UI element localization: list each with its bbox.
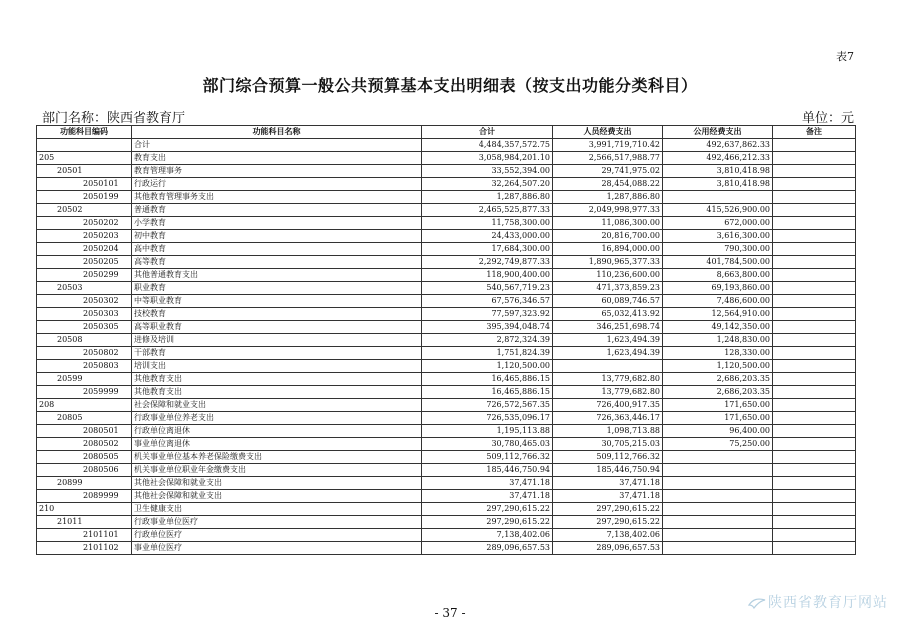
row-note-cell [773,347,856,360]
row-note-cell [773,399,856,412]
row-personnel-cell: 3,991,719,710.42 [553,139,663,152]
table-row [37,477,856,490]
row-name-cell: 其他教育支出 [132,373,422,386]
row-name-cell: 其他教育管理事务支出 [132,191,422,204]
table-row [37,412,856,425]
row-name-cell: 技校教育 [132,308,422,321]
dove-logo-icon [748,596,766,610]
row-public-cell: 3,810,418.98 [663,165,773,178]
row-code-cell: 2050305 [37,321,132,334]
row-public-cell: 7,486,600.00 [663,295,773,308]
row-personnel-cell: 60,089,746.57 [553,295,663,308]
row-name-cell: 教育管理事务 [132,165,422,178]
table-row [37,217,856,230]
row-personnel-cell: 726,363,446.17 [553,412,663,425]
row-code-cell: 2050204 [37,243,132,256]
row-total-cell: 1,195,113.88 [422,425,553,438]
row-total-cell: 185,446,750.94 [422,464,553,477]
row-total-cell: 289,096,657.53 [422,542,553,555]
row-total-cell: 726,572,567.35 [422,399,553,412]
table-row [37,373,856,386]
row-note-cell [773,321,856,334]
row-note-cell [773,334,856,347]
table-row [37,529,856,542]
table-row [37,256,856,269]
row-public-cell [663,529,773,542]
row-note-cell [773,139,856,152]
table-row [37,178,856,191]
row-note-cell [773,503,856,516]
row-code-cell: 2080506 [37,464,132,477]
row-note-cell [773,295,856,308]
row-personnel-cell: 37,471.18 [553,477,663,490]
row-total-cell: 2,872,324.39 [422,334,553,347]
row-name-cell: 其他教育支出 [132,386,422,399]
row-total-cell: 540,567,719.23 [422,282,553,295]
row-code-cell: 20501 [37,165,132,178]
table-row [37,308,856,321]
table-row [37,243,856,256]
page-title: 部门综合预算一般公共预算基本支出明细表（按支出功能分类科目） [202,76,698,95]
row-public-cell: 415,526,900.00 [663,204,773,217]
row-personnel-cell: 2,049,998,977.33 [553,204,663,217]
row-code-cell: 210 [37,503,132,516]
row-total-cell: 1,287,886.80 [422,191,553,204]
row-personnel-cell: 65,032,413.92 [553,308,663,321]
row-personnel-cell: 20,816,700.00 [553,230,663,243]
row-public-cell: 3,616,300.00 [663,230,773,243]
row-public-cell: 492,637,862.33 [663,139,773,152]
row-note-cell [773,516,856,529]
row-public-cell: 171,650.00 [663,412,773,425]
row-total-cell: 37,471.18 [422,490,553,503]
row-name-cell: 合计 [132,139,422,152]
row-personnel-cell: 28,454,088.22 [553,178,663,191]
row-note-cell [773,256,856,269]
row-note-cell [773,529,856,542]
table-row [37,464,856,477]
table-row [37,165,856,178]
row-total-cell: 2,465,525,877.33 [422,204,553,217]
row-personnel-cell: 1,623,494.39 [553,334,663,347]
row-personnel-cell: 1,890,965,377.33 [553,256,663,269]
row-public-cell [663,451,773,464]
column-header-personnel: 人员经费支出 [553,126,663,139]
row-public-cell: 49,142,350.00 [663,321,773,334]
row-personnel-cell: 509,112,766.32 [553,451,663,464]
row-note-cell [773,425,856,438]
row-code-cell: 2050202 [37,217,132,230]
row-note-cell [773,165,856,178]
row-note-cell [773,451,856,464]
row-note-cell [773,477,856,490]
row-personnel-cell: 346,251,698.74 [553,321,663,334]
row-public-cell: 492,466,212.33 [663,152,773,165]
row-code-cell [37,139,132,152]
row-note-cell [773,308,856,321]
row-public-cell: 1,248,830.00 [663,334,773,347]
row-code-cell: 2050299 [37,269,132,282]
row-name-cell: 行政运行 [132,178,422,191]
row-public-cell: 69,193,860.00 [663,282,773,295]
row-name-cell: 事业单位医疗 [132,542,422,555]
column-header-code: 功能科目编码 [37,126,132,139]
row-total-cell: 395,394,048.74 [422,321,553,334]
row-personnel-cell: 37,471.18 [553,490,663,503]
row-total-cell: 118,900,400.00 [422,269,553,282]
row-name-cell: 行政事业单位养老支出 [132,412,422,425]
row-name-cell: 干部教育 [132,347,422,360]
row-total-cell: 17,684,300.00 [422,243,553,256]
expenditure-table [36,125,856,555]
row-total-cell: 1,120,500.00 [422,360,553,373]
table-row [37,295,856,308]
row-name-cell: 社会保障和就业支出 [132,399,422,412]
row-note-cell [773,412,856,425]
table-row [37,386,856,399]
row-code-cell: 2059999 [37,386,132,399]
row-name-cell: 普通教育 [132,204,422,217]
row-code-cell: 20805 [37,412,132,425]
unit-label: 单位：元 [801,111,854,126]
row-total-cell: 297,290,615.22 [422,516,553,529]
row-code-cell: 20899 [37,477,132,490]
row-public-cell [663,542,773,555]
table-row [37,282,856,295]
row-total-cell: 11,758,300.00 [422,217,553,230]
row-personnel-cell: 289,096,657.53 [553,542,663,555]
row-personnel-cell: 2,566,517,988.77 [553,152,663,165]
row-total-cell: 16,465,886.15 [422,373,553,386]
row-total-cell: 77,597,323.92 [422,308,553,321]
row-code-cell: 2050199 [37,191,132,204]
row-public-cell: 96,400.00 [663,425,773,438]
table-row [37,503,856,516]
row-code-cell: 2050205 [37,256,132,269]
row-public-cell: 401,784,500.00 [663,256,773,269]
row-total-cell: 37,471.18 [422,477,553,490]
row-total-cell: 3,058,984,201.10 [422,152,553,165]
row-code-cell: 205 [37,152,132,165]
row-total-cell: 2,292,749,877.33 [422,256,553,269]
row-personnel-cell: 7,138,402.06 [553,529,663,542]
table-row [37,139,856,152]
row-public-cell: 790,300.00 [663,243,773,256]
row-public-cell: 672,000.00 [663,217,773,230]
row-code-cell: 20502 [37,204,132,217]
table-row [37,334,856,347]
row-code-cell: 2050101 [37,178,132,191]
row-name-cell: 中等职业教育 [132,295,422,308]
row-code-cell: 2050203 [37,230,132,243]
row-code-cell: 2089999 [37,490,132,503]
row-name-cell: 行政单位医疗 [132,529,422,542]
row-public-cell: 171,650.00 [663,399,773,412]
row-total-cell: 1,751,824.39 [422,347,553,360]
row-note-cell [773,204,856,217]
row-public-cell [663,503,773,516]
row-code-cell: 20508 [37,334,132,347]
row-note-cell [773,438,856,451]
row-code-cell: 20599 [37,373,132,386]
table-row [37,451,856,464]
row-public-cell: 128,330.00 [663,347,773,360]
row-public-cell: 75,250.00 [663,438,773,451]
site-watermark [748,592,888,612]
row-code-cell: 2080501 [37,425,132,438]
row-name-cell: 行政事业单位医疗 [132,516,422,529]
row-note-cell [773,373,856,386]
row-note-cell [773,269,856,282]
row-name-cell: 机关事业单位基本养老保险缴费支出 [132,451,422,464]
column-header-note: 备注 [773,126,856,139]
table-row [37,516,856,529]
row-name-cell: 高中教育 [132,243,422,256]
column-header-total: 合计 [422,126,553,139]
row-name-cell: 教育支出 [132,152,422,165]
row-note-cell [773,464,856,477]
row-code-cell: 20503 [37,282,132,295]
row-name-cell: 培训支出 [132,360,422,373]
table-number-label: 表7 [836,50,854,63]
row-note-cell [773,542,856,555]
row-code-cell: 2080502 [37,438,132,451]
department-label: 部门名称：陕西省教育厅 [42,111,186,126]
row-code-cell: 2050803 [37,360,132,373]
row-total-cell: 33,552,394.00 [422,165,553,178]
row-note-cell [773,490,856,503]
row-personnel-cell: 1,287,886.80 [553,191,663,204]
row-name-cell: 事业单位离退休 [132,438,422,451]
table-row [37,152,856,165]
row-name-cell: 职业教育 [132,282,422,295]
row-personnel-cell: 16,894,000.00 [553,243,663,256]
row-note-cell [773,191,856,204]
column-header-public: 公用经费支出 [663,126,773,139]
row-public-cell: 3,810,418.98 [663,178,773,191]
row-code-cell: 2050802 [37,347,132,360]
row-public-cell: 8,663,800.00 [663,269,773,282]
row-personnel-cell: 297,290,615.22 [553,503,663,516]
row-public-cell [663,490,773,503]
row-code-cell: 2050303 [37,308,132,321]
row-code-cell: 21011 [37,516,132,529]
row-name-cell: 卫生健康支出 [132,503,422,516]
table-row [37,230,856,243]
table-header-row [37,126,856,139]
row-personnel-cell: 13,779,682.80 [553,386,663,399]
row-name-cell: 其他普通教育支出 [132,269,422,282]
row-public-cell: 2,686,203.35 [663,386,773,399]
row-public-cell: 2,686,203.35 [663,373,773,386]
row-personnel-cell: 110,236,600.00 [553,269,663,282]
row-total-cell: 509,112,766.32 [422,451,553,464]
row-total-cell: 24,433,000.00 [422,230,553,243]
row-total-cell: 32,264,507.20 [422,178,553,191]
table-row [37,438,856,451]
row-personnel-cell: 185,446,750.94 [553,464,663,477]
row-code-cell: 208 [37,399,132,412]
row-personnel-cell: 13,779,682.80 [553,373,663,386]
row-personnel-cell: 11,086,300.00 [553,217,663,230]
row-note-cell [773,386,856,399]
table-row [37,360,856,373]
table-row [37,490,856,503]
row-personnel-cell: 471,373,859.23 [553,282,663,295]
row-name-cell: 进修及培训 [132,334,422,347]
row-name-cell: 初中教育 [132,230,422,243]
row-name-cell: 其他社会保障和就业支出 [132,490,422,503]
row-code-cell: 2080505 [37,451,132,464]
row-personnel-cell: 30,705,215.03 [553,438,663,451]
row-public-cell: 1,120,500.00 [663,360,773,373]
row-name-cell: 机关事业单位职业年金缴费支出 [132,464,422,477]
row-note-cell [773,282,856,295]
row-note-cell [773,217,856,230]
table-row [37,542,856,555]
row-total-cell: 297,290,615.22 [422,503,553,516]
row-note-cell [773,230,856,243]
row-personnel-cell: 726,400,917.35 [553,399,663,412]
row-note-cell [773,243,856,256]
table-row [37,425,856,438]
page-number: - 37 - [434,606,466,620]
table-row [37,347,856,360]
row-code-cell: 2101102 [37,542,132,555]
row-public-cell [663,191,773,204]
row-personnel-cell: 1,623,494.39 [553,347,663,360]
row-name-cell: 高等职业教育 [132,321,422,334]
table-row [37,191,856,204]
row-name-cell: 高等教育 [132,256,422,269]
row-total-cell: 726,535,096.17 [422,412,553,425]
row-personnel-cell [553,360,663,373]
watermark-text: 陕西省教育厅网站 [768,595,888,611]
row-total-cell: 4,484,357,572.75 [422,139,553,152]
row-personnel-cell: 1,098,713.88 [553,425,663,438]
table-row [37,399,856,412]
row-name-cell: 小学教育 [132,217,422,230]
column-header-name: 功能科目名称 [132,126,422,139]
row-personnel-cell: 29,741,975.02 [553,165,663,178]
row-note-cell [773,178,856,191]
row-personnel-cell: 297,290,615.22 [553,516,663,529]
row-note-cell [773,360,856,373]
row-total-cell: 16,465,886.15 [422,386,553,399]
row-total-cell: 67,576,346.57 [422,295,553,308]
row-public-cell [663,516,773,529]
row-name-cell: 行政单位离退休 [132,425,422,438]
row-public-cell: 12,564,910.00 [663,308,773,321]
row-name-cell: 其他社会保障和就业支出 [132,477,422,490]
row-code-cell: 2050302 [37,295,132,308]
row-public-cell [663,477,773,490]
table-row [37,269,856,282]
row-note-cell [773,152,856,165]
row-total-cell: 30,780,465.03 [422,438,553,451]
table-body [37,139,856,555]
table-row [37,321,856,334]
row-public-cell [663,464,773,477]
table-row [37,204,856,217]
row-code-cell: 2101101 [37,529,132,542]
row-total-cell: 7,138,402.06 [422,529,553,542]
